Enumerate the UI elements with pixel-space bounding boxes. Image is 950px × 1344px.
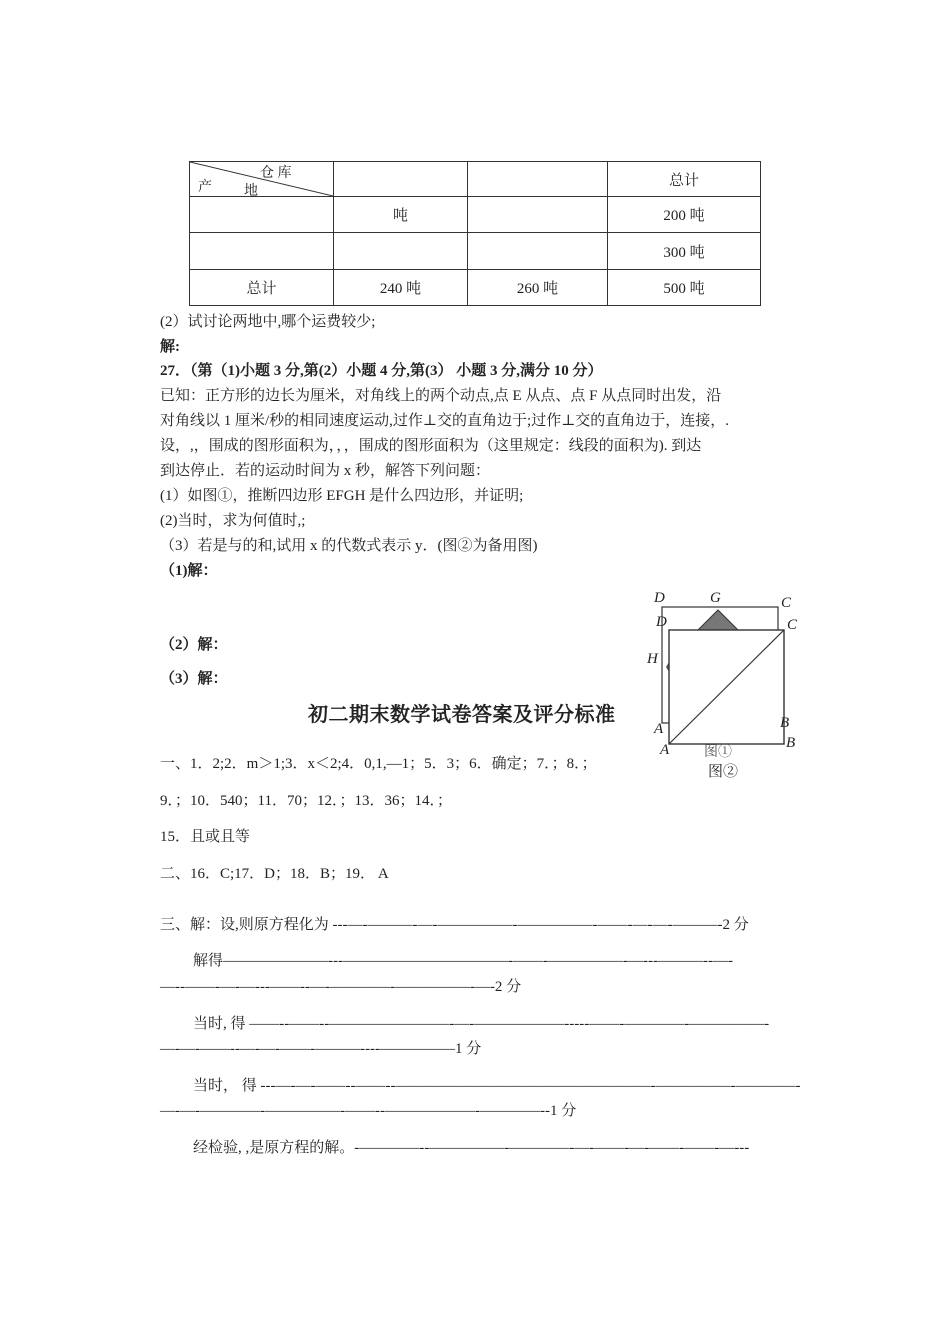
table-row <box>190 197 761 233</box>
label-g: G <box>710 590 721 606</box>
diagonal-header-cell <box>190 162 334 197</box>
answers-part1-line2: 9．；10．540；11．70；12．；13．36；14．； <box>160 793 452 809</box>
table-cell: 200 吨 <box>608 197 761 233</box>
sub-answer-1: （1)解： <box>160 563 218 579</box>
q2-answer-label: 解: <box>160 339 180 355</box>
answers-part1-line3: 15．且或且等 <box>160 829 251 845</box>
q27-header: 27．（第（1)小题 3 分,第(2）小题 4 分,第(3） 小题 3 分,满分 10 分） <box>160 363 603 379</box>
answers-part3-c2: —-—-——--—-—-——-———----—————1 分 <box>160 1041 482 1057</box>
q27-line-7: （3）若是与的和,试用 x 的代数式表示 y．(图②为备用图) <box>160 538 538 554</box>
q27-line-4: 到达停止．若的运动时间为 x 秒，解答下列问题： <box>160 463 491 479</box>
table-cell: 240 吨 <box>334 270 468 306</box>
header-warehouse: 仓 库 <box>260 166 292 181</box>
header-cell-empty-2 <box>468 162 608 197</box>
answers-part3-b2: —--——-—-—---——--—-————-—————-—-2 分 <box>160 979 522 995</box>
label-h: H <box>647 651 658 667</box>
table-cell <box>468 233 608 270</box>
q27-line-6: (2)当时，求为何值时,; <box>160 513 306 529</box>
row-label: 总计 <box>190 270 334 306</box>
sub-answer-3: （3）解： <box>160 671 228 687</box>
q27-line-1: 已知：正方形的边长为厘米，对角线上的两个动点,点 E 从点、点 F 从点同时出发，沿 <box>160 388 722 404</box>
table-cell: 260 吨 <box>468 270 608 306</box>
geometry-figure <box>640 585 810 780</box>
table-cell <box>334 233 468 270</box>
answers-part3-b1: 解得———————---———————————-——-—————-—---———--—- <box>193 953 733 969</box>
header-origin-char2: 地 <box>244 184 258 199</box>
row-label <box>190 233 334 270</box>
label-c1: C <box>781 595 792 611</box>
table-cell: 300 吨 <box>608 233 761 270</box>
header-origin-char1: 产 <box>198 180 212 195</box>
table-row <box>190 270 761 306</box>
label-a1: A <box>654 721 664 737</box>
answers-part1-line1: 一、1．2;2．m＞1;3．x＜2;4．0,1,—1；5．3；6．确定；7．；8．； <box>160 756 597 772</box>
label-a2: A <box>660 742 670 758</box>
header-total: 总计 <box>608 162 761 197</box>
q27-line-5: (1）如图①，推断四边形 EFGH 是什么四边形，并证明; <box>160 488 524 504</box>
answers-part3-a: 三、解：设,则原方程化为 ---—-———-—-—————-—————-——-—-—-———-2 分 <box>160 917 749 933</box>
row-label <box>190 197 334 233</box>
answers-part3-d1: 当时， 得 ---—-—-——--——--—————————————————-—————-————- <box>193 1078 801 1094</box>
answers-part3-e: 经检验, ,是原方程的解。-————--—————-————-—-——-—-——-——-—--- <box>193 1140 750 1156</box>
answers-part3-d2: —-—-————-—————-——--——————-————--1 分 <box>160 1103 577 1119</box>
sub-answer-2: （2）解： <box>160 637 228 653</box>
table-cell: 吨 <box>334 197 468 233</box>
table-cell: 500 吨 <box>608 270 761 306</box>
distribution-table <box>189 161 761 306</box>
label-d1: D <box>654 590 665 606</box>
q27-line-3: 设，,，围成的图形面积为，，，围成的图形面积为（这里规定：线段的面积为). 到达 <box>160 438 702 454</box>
label-b2: B <box>786 735 796 751</box>
q27-line-2: 对角线以 1 厘米/秒的相同速度运动,过作⊥交的直角边于;过作⊥交的直角边于，连接，. <box>160 413 730 429</box>
fig1-caption: 图① <box>704 745 732 760</box>
fig2-caption: 图② <box>708 764 739 780</box>
label-b1: B <box>780 715 790 731</box>
table-cell <box>468 197 608 233</box>
answers-part3-c1: 当时, 得 ——--——--————————-—-——————-----——-————-—————- <box>193 1016 770 1032</box>
table-row <box>190 233 761 270</box>
answers-part2: 二、16．C;17．D；18．B；19． A <box>160 866 389 882</box>
q2-prompt: (2）试讨论两地中,哪个运费较少; <box>160 314 376 330</box>
answers-title: 初二期末数学试卷答案及评分标准 <box>308 704 616 726</box>
label-c2: C <box>787 617 798 633</box>
label-d2: D <box>656 614 667 630</box>
header-cell-empty-1 <box>334 162 468 197</box>
